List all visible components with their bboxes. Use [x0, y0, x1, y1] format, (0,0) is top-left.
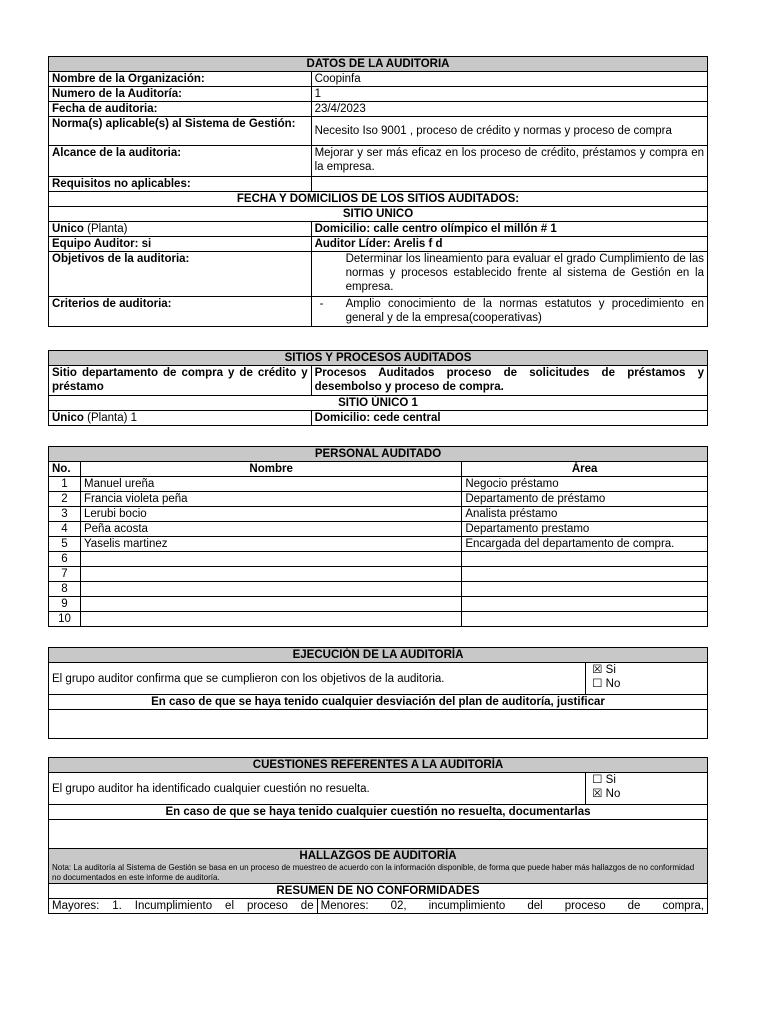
- ejecucion-title: EJECUCIÓN DE LA AUDITORÍA: [49, 648, 708, 663]
- ejecucion-statement: El grupo auditor confirma que se cumplieron con los objetivos de la auditoria.: [49, 663, 586, 695]
- row-area: Analista préstamo: [462, 507, 708, 522]
- row-area: [462, 582, 708, 597]
- sitios-procesos-title: SITIOS Y PROCESOS AUDITADOS: [49, 351, 708, 366]
- procesos-auditados: Procesos Auditados proceso de solicitudes de préstamos y desembolso y proceso de compra.: [311, 366, 707, 396]
- criterios-dash: -: [319, 298, 324, 310]
- row-number: 7: [49, 567, 81, 582]
- table-row: [49, 612, 708, 627]
- cuestiones-title: CUESTIONES REFERENTES A LA AUDITORÍA: [49, 758, 708, 773]
- row-area: Departamento prestamo: [462, 522, 708, 537]
- criterios-value: Amplio conocimiento de la normas estatutos y procedimiento en general y de la empresa(cooperativas): [345, 298, 704, 324]
- unico-planta-cell: [49, 222, 312, 237]
- row-nombre: Lerubi bocio: [80, 507, 461, 522]
- criterios-cell: [311, 297, 707, 327]
- unico-planta-1-cell: [49, 411, 312, 426]
- ejecucion-table: [48, 647, 708, 739]
- table-row: [49, 537, 708, 552]
- row-number: 2: [49, 492, 81, 507]
- col-nombre-header: Nombre: [80, 462, 461, 477]
- row-nombre: [80, 612, 461, 627]
- row-number: 3: [49, 507, 81, 522]
- criterios-label: Criterios de auditoria:: [49, 297, 312, 327]
- planta-1-label: (Planta) 1: [83, 412, 138, 424]
- audit-date-value: 23/4/2023: [311, 102, 707, 117]
- ejecucion-si-checkbox[interactable]: ☒ Si: [592, 664, 616, 676]
- audit-number-label: Numero de la Auditoría:: [49, 87, 312, 102]
- unico-1-label: Único: [52, 412, 84, 424]
- unico-label: Unico: [52, 223, 84, 235]
- ejecucion-options: [586, 663, 708, 695]
- cuestiones-subheading: En caso de que se haya tenido cualquier cuestión no resuelta, documentarlas: [49, 805, 708, 820]
- requisitos-label: Requisitos no aplicables:: [49, 177, 312, 192]
- cuestiones-statement: El grupo auditor ha identificado cualquier cuestión no resuelta.: [49, 773, 586, 805]
- ejecucion-justification-field[interactable]: [49, 710, 708, 739]
- sitios-auditados-heading: FECHA Y DOMICILIOS DE LOS SITIOS AUDITADOS:: [49, 192, 708, 207]
- audit-number-value: 1: [311, 87, 707, 102]
- datos-auditoria-title: DATOS DE LA AUDITORIA: [49, 57, 708, 72]
- row-number: 5: [49, 537, 81, 552]
- datos-auditoria-table: [48, 56, 708, 327]
- norma-value: Necesito Iso 9001 , proceso de crédito y normas y proceso de compra: [311, 117, 707, 146]
- norma-label: Norma(s) aplicable(s) al Sistema de Gestión:: [49, 117, 312, 146]
- equipo-auditor: Equipo Auditor: si: [49, 237, 312, 252]
- org-name-label: Nombre de la Organización:: [49, 72, 312, 87]
- objetivos-label: Objetivos de la auditoria:: [49, 252, 312, 297]
- cuestiones-no-checkbox[interactable]: ☒ No: [592, 788, 621, 800]
- sitio-unico-1-heading: SITIO ÚNICO 1: [49, 396, 708, 411]
- table-row: [49, 507, 708, 522]
- row-nombre: [80, 582, 461, 597]
- row-number: 6: [49, 552, 81, 567]
- resumen-no-conformidades-title: RESUMEN DE NO CONFORMIDADES: [49, 884, 708, 899]
- requisitos-value: [311, 177, 707, 192]
- table-row: [49, 582, 708, 597]
- row-area: Encargada del departamento de compra.: [462, 537, 708, 552]
- row-area: Negocio préstamo: [462, 477, 708, 492]
- row-nombre: [80, 552, 461, 567]
- row-number: 8: [49, 582, 81, 597]
- row-number: 4: [49, 522, 81, 537]
- row-area: [462, 597, 708, 612]
- sitios-procesos-table: [48, 350, 708, 426]
- row-number: 9: [49, 597, 81, 612]
- auditor-lider: Auditor Líder: Arelis f d: [311, 237, 707, 252]
- hallazgos-note: Nota: La auditoría al Sistema de Gestión se basa en un proceso de muestreo de acuerdo con la información disponible, de forma que puede haber más hallazgos de no conformidad no documentados en este informe de auditoría.: [52, 863, 695, 882]
- row-area: [462, 612, 708, 627]
- menores-value: Menores: 02, incumplimiento del proceso de compra,: [317, 899, 707, 914]
- objetivos-value: Determinar los lineamiento para evaluar el grado Cumplimiento de las normas y procesos establecido frente al sistema de Gestión en la empresa.: [311, 252, 707, 297]
- row-number: 1: [49, 477, 81, 492]
- cuestiones-table: [48, 757, 708, 914]
- personal-auditado-table: [48, 446, 708, 627]
- sitio-departamento: Sitio departamento de compra y de crédito y préstamo: [49, 366, 312, 396]
- domicilio-value: Domicilio: calle centro olímpico el millón # 1: [311, 222, 707, 237]
- domicilio-sede: Domicilio: cede central: [311, 411, 707, 426]
- col-no-header: No.: [49, 462, 81, 477]
- cuestiones-options: [586, 773, 708, 805]
- table-row: [49, 597, 708, 612]
- row-number: 10: [49, 612, 81, 627]
- row-nombre: [80, 567, 461, 582]
- cuestiones-si-checkbox[interactable]: ☐ Si: [592, 774, 616, 786]
- ejecucion-subheading: En caso de que se haya tenido cualquier desviación del plan de auditoría, justificar: [49, 695, 708, 710]
- row-nombre: [80, 597, 461, 612]
- alcance-label: Alcance de la auditoria:: [49, 146, 312, 177]
- table-row: [49, 552, 708, 567]
- row-nombre: Peña acosta: [80, 522, 461, 537]
- table-row: [49, 522, 708, 537]
- table-row: [49, 567, 708, 582]
- row-area: [462, 552, 708, 567]
- mayores-value: Mayores: 1. Incumplimiento el proceso de: [49, 899, 318, 914]
- hallazgos-block: [49, 849, 708, 884]
- row-area: [462, 567, 708, 582]
- table-row: [49, 477, 708, 492]
- row-nombre: Manuel ureña: [80, 477, 461, 492]
- row-nombre: Yaselis martinez: [80, 537, 461, 552]
- hallazgos-title: HALLAZGOS DE AUDITORÍA: [299, 850, 457, 862]
- audit-date-label: Fecha de auditoria:: [49, 102, 312, 117]
- row-nombre: Francia violeta peña: [80, 492, 461, 507]
- table-row: [49, 492, 708, 507]
- cuestiones-documentation-field[interactable]: [49, 820, 708, 849]
- row-area: Departamento de préstamo: [462, 492, 708, 507]
- sitio-unico-heading: SITIO UNICO: [49, 207, 708, 222]
- ejecucion-no-checkbox[interactable]: ☐ No: [592, 678, 621, 690]
- personal-auditado-title: PERSONAL AUDITADO: [49, 447, 708, 462]
- alcance-value: Mejorar y ser más eficaz en los proceso de crédito, préstamos y compra en la empresa.: [311, 146, 707, 177]
- col-area-header: Área: [462, 462, 708, 477]
- org-name-value: Coopinfa: [311, 72, 707, 87]
- planta-label: (Planta): [83, 223, 128, 235]
